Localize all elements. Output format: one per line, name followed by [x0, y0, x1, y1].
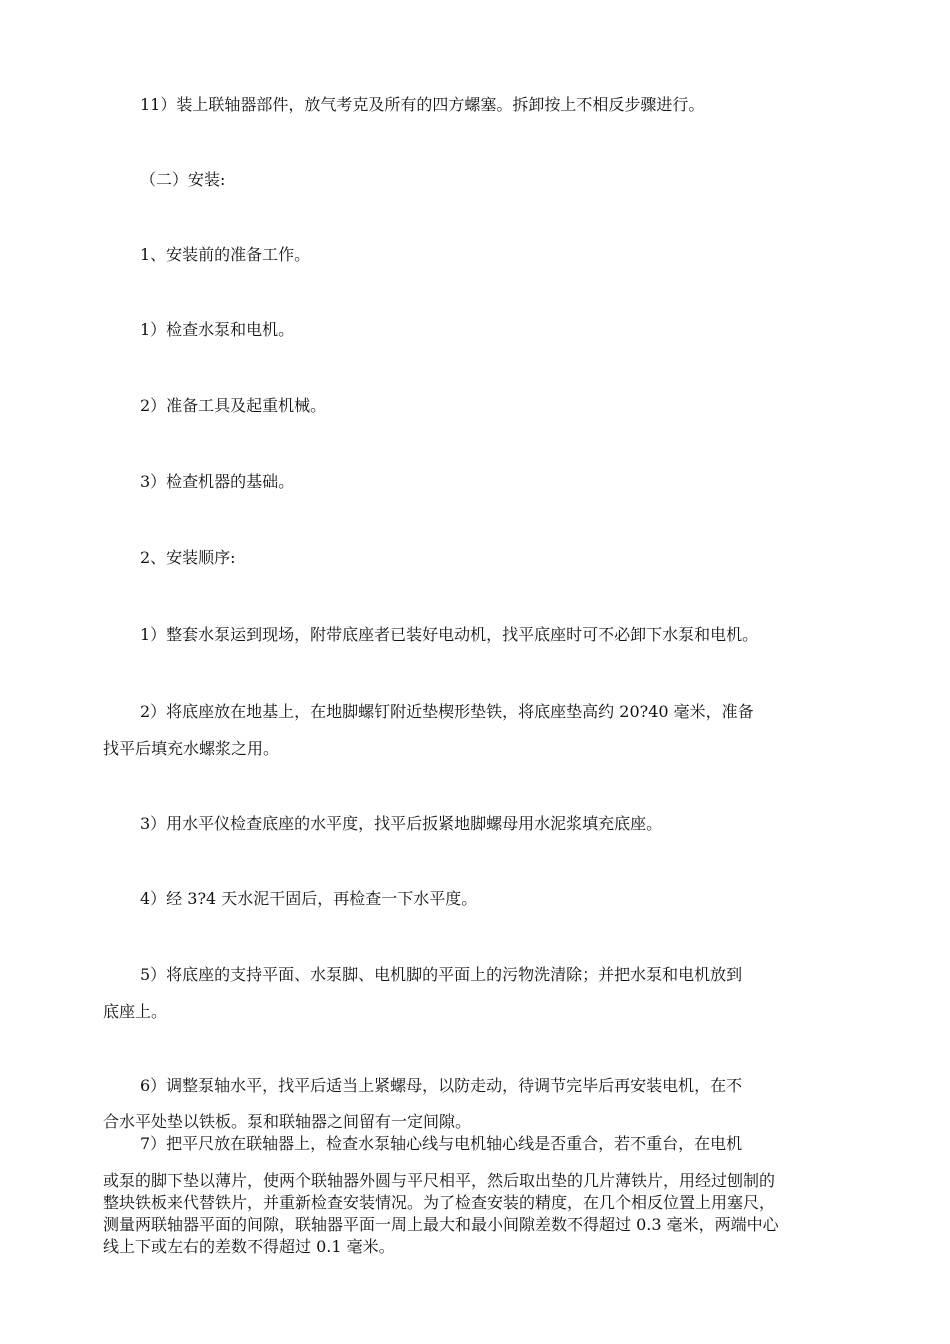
paragraph-line: 1）检查水泵和电机。: [140, 320, 295, 339]
paragraph-line: 或泵的脚下垫以薄片，使两个联轴器外圆与平尺相平，然后取出垫的几片薄铁片，用经过刨制的: [103, 1171, 776, 1190]
subsection-heading: 1、安装前的准备工作。: [140, 245, 311, 264]
paragraph-line: 11）装上联轴器部件，放气考克及所有的四方螺塞。拆卸按上不相反步骤进行。: [140, 95, 705, 114]
paragraph-line: 测量两联轴器平面的间隙，联轴器平面一周上最大和最小间隙差数不得超过 0.3 毫米，两端中心: [103, 1215, 779, 1234]
paragraph-line: 7）把平尺放在联轴器上，检查水泵轴心线与电机轴心线是否重合，若不重台，在电机: [140, 1134, 743, 1153]
paragraph-line: 3）检查机器的基础。: [140, 472, 295, 491]
paragraph-line: 1）整套水泵运到现场，附带底座者已装好电动机，找平底座时可不必卸下水泵和电机。: [140, 625, 759, 644]
section-heading: （二）安装:: [140, 170, 226, 189]
paragraph-line: 6）调整泵轴水平，找平后适当上紧螺母，以防走动，待调节完毕后再安装电机，在不: [140, 1076, 743, 1095]
paragraph-line: 线上下或左右的差数不得超过 0.1 毫米。: [103, 1237, 395, 1256]
subsection-heading: 2、安装顺序:: [140, 548, 236, 567]
paragraph-line: 2）准备工具及起重机械。: [140, 396, 327, 415]
paragraph-line: 底座上。: [103, 1002, 168, 1021]
paragraph-line: 合水平处垫以铁板。泵和联轴器之间留有一定间隙。: [103, 1112, 472, 1131]
paragraph-line: 2）将底座放在地基上，在地脚螺钉附近垫楔形垫铁，将底座垫高约 20?40 毫米，准备: [140, 702, 754, 721]
paragraph-line: 4）经 3?4 天水泥干固后，再检查一下水平度。: [140, 889, 478, 908]
paragraph-line: 整块铁板来代替铁片，并重新检查安装情况。为了检查安装的精度，在几个相反位置上用塞尺，: [103, 1193, 776, 1212]
paragraph-line: 5）将底座的支持平面、水泵脚、电机脚的平面上的污物洗清除；并把水泵和电机放到: [140, 965, 743, 984]
paragraph-line: 3）用水平仪检查底座的水平度，找平后扳紧地脚螺母用水泥浆填充底座。: [140, 814, 663, 833]
paragraph-line: 找平后填充水螺浆之用。: [103, 739, 280, 758]
